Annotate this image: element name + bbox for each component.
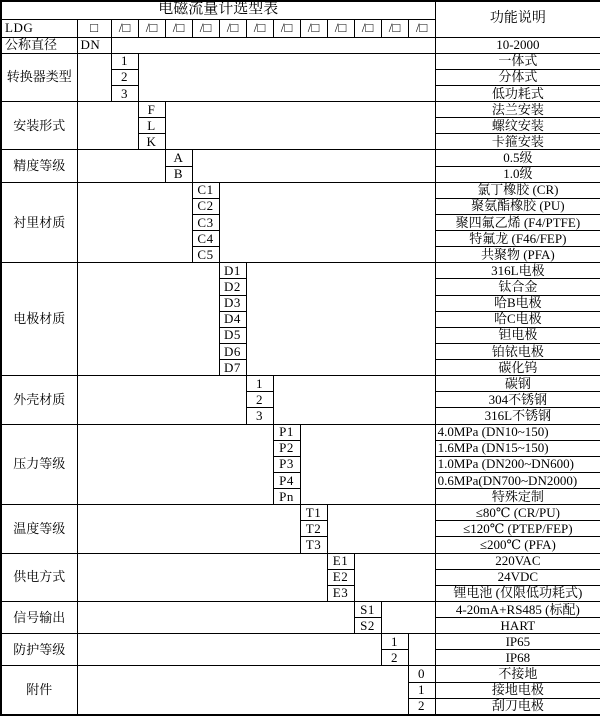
option-desc: 一体式: [435, 53, 600, 69]
spacer-cell: [77, 553, 327, 601]
category-label: 安装形式: [1, 102, 77, 150]
code-slot: /□: [354, 19, 381, 37]
option-code: D5: [219, 327, 246, 343]
option-desc: 钽电极: [435, 327, 600, 343]
spacer-cell: [165, 102, 435, 150]
option-desc: 4-20mA+RS485 (标配): [435, 601, 600, 617]
option-desc: 0.5级: [435, 150, 600, 166]
option-code: P1: [273, 424, 300, 440]
code-slot: /□: [246, 19, 273, 37]
spacer-cell: [246, 263, 435, 376]
category-label: 精度等级: [1, 150, 77, 182]
option-code: D4: [219, 311, 246, 327]
option-desc: 分体式: [435, 69, 600, 85]
spacer-cell: [192, 150, 435, 182]
code-slot: /□: [165, 19, 192, 37]
option-desc: 316L电极: [435, 263, 600, 279]
option-code: 2: [381, 650, 408, 666]
option-code: S1: [354, 601, 381, 617]
option-desc: 特氟龙 (F46/FEP): [435, 231, 600, 247]
spacer-cell: [77, 505, 300, 553]
spacer-cell: [273, 376, 435, 424]
option-desc: 24VDC: [435, 569, 600, 585]
option-desc: 锂电池 (仅限低功耗式): [435, 585, 600, 601]
category-label: 附件: [1, 666, 77, 715]
option-code: P2: [273, 440, 300, 456]
spacer-cell: [77, 424, 273, 505]
spacer-cell: [354, 553, 435, 601]
option-code: A: [165, 150, 192, 166]
category-label: 温度等级: [1, 505, 77, 553]
code-slot: /□: [300, 19, 327, 37]
code-slot: /□: [138, 19, 165, 37]
category-label: 转换器类型: [1, 53, 77, 101]
option-desc: 0.6MPa(DN700~DN2000): [435, 472, 600, 488]
option-code: P4: [273, 472, 300, 488]
option-desc: 1.0级: [435, 166, 600, 182]
option-code: 1: [111, 53, 138, 69]
code-slot: /□: [327, 19, 354, 37]
option-desc: 碳化钨: [435, 360, 600, 376]
option-code: T2: [300, 521, 327, 537]
option-code: E2: [327, 569, 354, 585]
option-code: 1: [408, 682, 435, 698]
option-code: 3: [111, 85, 138, 101]
option-code: D1: [219, 263, 246, 279]
code-slot: /□: [111, 19, 138, 37]
code-slot: /□: [381, 19, 408, 37]
option-code: K: [138, 134, 165, 150]
option-code: C5: [192, 247, 219, 263]
option-code: C2: [192, 198, 219, 214]
option-desc: 特殊定制: [435, 489, 600, 505]
option-desc: 哈C电极: [435, 311, 600, 327]
option-code: C1: [192, 182, 219, 198]
option-desc: 碳钢: [435, 376, 600, 392]
option-desc: 法兰安装: [435, 102, 600, 118]
option-desc: IP65: [435, 634, 600, 650]
code-slot: /□: [408, 19, 435, 37]
code-slot: /□: [219, 19, 246, 37]
category-label: 外壳材质: [1, 376, 77, 424]
option-code: E3: [327, 585, 354, 601]
option-desc: ≤200℃ (PFA): [435, 537, 600, 553]
option-desc: 螺纹安装: [435, 118, 600, 134]
option-desc: 316L不锈钢: [435, 408, 600, 424]
option-code: 1: [381, 634, 408, 650]
option-code: T1: [300, 505, 327, 521]
spacer-cell: [77, 102, 138, 150]
option-desc: 低功耗式: [435, 85, 600, 101]
spacer-cell: [219, 182, 435, 263]
option-desc: IP68: [435, 650, 600, 666]
option-code: L: [138, 118, 165, 134]
code-slot: /□: [273, 19, 300, 37]
option-code: D2: [219, 279, 246, 295]
option-desc: 刮刀电极: [435, 698, 600, 715]
option-code: T3: [300, 537, 327, 553]
option-desc: 钛合金: [435, 279, 600, 295]
spacer-cell: [381, 601, 435, 633]
option-code: DN: [77, 37, 111, 53]
spacer-cell: [300, 424, 435, 505]
option-desc: 共聚物 (PFA): [435, 247, 600, 263]
spacer-cell: [77, 634, 381, 666]
option-code: D3: [219, 295, 246, 311]
spacer-cell: [327, 505, 435, 553]
function-column-header: 功能说明: [435, 1, 600, 37]
option-code: 2: [408, 698, 435, 715]
option-desc: 氯丁橡胶 (CR): [435, 182, 600, 198]
option-desc: 哈B电极: [435, 295, 600, 311]
spacer-cell: [77, 53, 111, 101]
option-code: 2: [246, 392, 273, 408]
option-desc: 220VAC: [435, 553, 600, 569]
option-desc: 聚氨酯橡胶 (PU): [435, 198, 600, 214]
option-desc: 不接地: [435, 666, 600, 682]
model-prefix: LDG: [1, 19, 77, 37]
option-code: P3: [273, 456, 300, 472]
option-code: E1: [327, 553, 354, 569]
spacer-cell: [408, 634, 435, 666]
category-label: 信号输出: [1, 601, 77, 633]
option-desc: 304不锈钢: [435, 392, 600, 408]
table-title: 电磁流量计选型表: [1, 1, 435, 19]
model-first-slot: □: [77, 19, 111, 37]
option-desc: 4.0MPa (DN10~150): [435, 424, 600, 440]
code-slot: /□: [192, 19, 219, 37]
option-desc: 铂铱电极: [435, 343, 600, 359]
option-code: D7: [219, 360, 246, 376]
option-code: 1: [246, 376, 273, 392]
option-desc: 卡箍安装: [435, 134, 600, 150]
option-code: C4: [192, 231, 219, 247]
category-label: 供电方式: [1, 553, 77, 601]
category-label: 公称直径: [1, 37, 77, 53]
category-label: 防护等级: [1, 634, 77, 666]
option-desc: HART: [435, 618, 600, 634]
spacer-cell: [138, 53, 435, 101]
option-code: Pn: [273, 489, 300, 505]
spacer-cell: [77, 182, 192, 263]
option-code: 2: [111, 69, 138, 85]
option-code: S2: [354, 618, 381, 634]
option-code: 0: [408, 666, 435, 682]
spacer-cell: [77, 601, 354, 633]
option-desc: 聚四氟乙烯 (F4/PTFE): [435, 214, 600, 230]
option-desc: 1.0MPa (DN200~DN600): [435, 456, 600, 472]
category-label: 衬里材质: [1, 182, 77, 263]
option-desc: 接地电极: [435, 682, 600, 698]
option-desc: 10-2000: [435, 37, 600, 53]
option-code: C3: [192, 214, 219, 230]
spacer-cell: [77, 666, 408, 715]
option-desc: ≤80℃ (CR/PU): [435, 505, 600, 521]
category-label: 压力等级: [1, 424, 77, 505]
option-code: 3: [246, 408, 273, 424]
option-code: D6: [219, 343, 246, 359]
spacer-cell: [111, 37, 435, 53]
option-code: B: [165, 166, 192, 182]
option-desc: ≤120℃ (PTEP/FEP): [435, 521, 600, 537]
option-desc: 1.6MPa (DN15~150): [435, 440, 600, 456]
spacer-cell: [77, 376, 246, 424]
category-label: 电极材质: [1, 263, 77, 376]
spacer-cell: [77, 263, 219, 376]
spacer-cell: [77, 150, 165, 182]
option-code: F: [138, 102, 165, 118]
